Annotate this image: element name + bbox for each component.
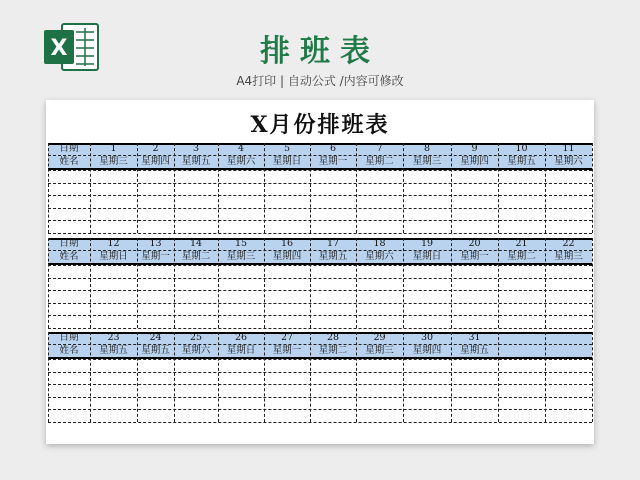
column-divider [310, 143, 311, 233]
column-divider [545, 238, 546, 328]
column-divider [451, 238, 452, 328]
day-number: 26 [234, 332, 248, 343]
day-number: 9 [471, 143, 478, 154]
column-divider [264, 143, 265, 233]
weekday-label: 星期二 [507, 251, 536, 262]
weekday-label: 星期五 [318, 251, 348, 262]
weekday-label: 星期日 [99, 251, 128, 262]
day-number: 14 [189, 238, 203, 249]
weekday-label: 星期一 [141, 251, 170, 262]
day-number: 29 [373, 332, 386, 343]
column-divider [356, 143, 357, 233]
row-divider [48, 303, 592, 304]
row-divider [48, 328, 592, 329]
column-divider [403, 238, 404, 328]
row-divider [48, 397, 592, 398]
row-divider [48, 372, 592, 373]
weekday-label: 星期一 [460, 251, 489, 262]
schedule-block [48, 332, 592, 419]
day-number: 8 [423, 143, 431, 154]
column-divider [137, 332, 138, 422]
sheet-title: X月份排班表 [250, 112, 390, 138]
day-number: 12 [107, 238, 120, 249]
column-divider [592, 238, 593, 328]
weekday-label: 星期四 [460, 156, 489, 167]
day-number: 7 [376, 143, 383, 154]
header-divider [48, 155, 592, 156]
weekday-label: 星期四 [272, 251, 302, 262]
day-number: 1 [110, 143, 117, 154]
weekday-label: 星期一 [318, 156, 348, 167]
column-divider [403, 143, 404, 233]
row-divider [48, 359, 592, 360]
weekday-label: 星期六 [226, 156, 256, 167]
row-divider [48, 220, 592, 221]
day-number: 19 [420, 238, 434, 249]
column-divider [137, 143, 138, 233]
schedule-block [48, 238, 592, 325]
day-number: 11 [562, 143, 575, 154]
weekday-label: 星期二 [365, 156, 394, 167]
weekday-label: 星期四 [141, 156, 170, 167]
weekday-label: 星期五 [99, 345, 128, 356]
date-label: 日期 [59, 143, 79, 154]
weekday-label: 星期三 [99, 156, 128, 167]
column-divider [310, 238, 311, 328]
column-divider [592, 332, 593, 422]
row-divider [48, 233, 592, 234]
page-subtitle: A4打印 | 自动公式 /内容可修改 [236, 74, 404, 88]
day-number: 22 [562, 238, 575, 249]
column-divider [356, 238, 357, 328]
weekday-label: 星期日 [272, 156, 302, 167]
column-divider [498, 332, 499, 422]
weekday-label [545, 345, 592, 357]
column-divider [218, 238, 219, 328]
column-divider [498, 143, 499, 233]
column-divider [451, 143, 452, 233]
day-number: 20 [468, 238, 481, 249]
day-number: 13 [149, 238, 162, 249]
day-number: 6 [329, 143, 337, 154]
row-divider [48, 409, 592, 410]
column-divider [264, 332, 265, 422]
row-divider [48, 278, 592, 279]
day-number: 21 [515, 238, 528, 249]
day-number: 27 [280, 332, 294, 343]
day-number: 3 [192, 143, 200, 154]
header-divider [48, 250, 592, 251]
column-divider [174, 332, 175, 422]
weekday-label: 星期二 [181, 251, 211, 262]
day-number: 10 [515, 143, 528, 154]
date-label: 日期 [59, 238, 79, 249]
weekday-label: 星期三 [365, 345, 394, 356]
weekday-label: 星期三 [554, 251, 583, 262]
schedule-block [48, 143, 592, 230]
date-label: 日期 [59, 332, 79, 343]
row-divider [48, 170, 592, 171]
page-title: 排班表 [260, 34, 380, 69]
excel-icon [42, 20, 100, 74]
column-divider [545, 143, 546, 233]
weekday-label: 星期六 [181, 345, 211, 356]
row-divider [48, 208, 592, 209]
column-divider [90, 332, 91, 422]
weekday-label: 星期五 [507, 156, 536, 167]
weekday-label: 星期一 [272, 345, 302, 356]
row-divider [48, 195, 592, 196]
day-number: 24 [149, 332, 162, 343]
day-number [545, 332, 592, 344]
column-divider [403, 332, 404, 422]
day-number: 5 [283, 143, 291, 154]
day-number: 2 [152, 143, 159, 154]
weekday-label: 星期三 [226, 251, 256, 262]
weekday-label: 星期二 [318, 345, 348, 356]
day-number: 4 [237, 143, 245, 154]
weekday-label: 星期四 [412, 345, 442, 356]
column-divider [264, 238, 265, 328]
name-label: 姓名 [59, 156, 79, 167]
column-divider [218, 332, 219, 422]
excel-logo-letter: X [50, 36, 68, 61]
column-divider [174, 143, 175, 233]
weekday-label: 星期五 [181, 156, 211, 167]
column-divider [356, 332, 357, 422]
day-number: 16 [280, 238, 294, 249]
weekday-label: 星期六 [365, 251, 394, 262]
day-number: 25 [189, 332, 203, 343]
column-divider [592, 143, 593, 233]
row-divider [48, 315, 592, 316]
column-divider [218, 143, 219, 233]
day-number: 31 [468, 332, 481, 343]
column-divider [310, 332, 311, 422]
schedule-sheet [46, 100, 594, 444]
day-number: 18 [373, 238, 386, 249]
column-divider [174, 238, 175, 328]
row-divider [48, 290, 592, 291]
column-divider [545, 332, 546, 422]
column-divider [498, 238, 499, 328]
column-divider [90, 238, 91, 328]
weekday-label: 星期六 [554, 156, 583, 167]
name-label: 姓名 [59, 251, 79, 262]
column-divider [137, 238, 138, 328]
day-number: 17 [326, 238, 340, 249]
weekday-label: 星期三 [412, 156, 442, 167]
row-divider [48, 265, 592, 266]
header-divider [48, 344, 592, 345]
day-number: 28 [326, 332, 340, 343]
weekday-label: 星期五 [141, 345, 170, 356]
weekday-label: 星期日 [226, 345, 256, 356]
column-divider [90, 143, 91, 233]
row-divider [48, 422, 592, 423]
name-label: 姓名 [59, 345, 79, 356]
column-divider [48, 332, 49, 422]
column-divider [451, 332, 452, 422]
weekday-label: 星期五 [460, 345, 489, 356]
column-divider [48, 238, 49, 328]
row-divider [48, 183, 592, 184]
row-divider [48, 384, 592, 385]
day-number: 15 [234, 238, 248, 249]
day-number [498, 332, 545, 344]
column-divider [48, 143, 49, 233]
weekday-label [498, 345, 545, 357]
weekday-label: 星期日 [412, 251, 442, 262]
day-number: 30 [420, 332, 434, 343]
day-number: 23 [107, 332, 120, 343]
